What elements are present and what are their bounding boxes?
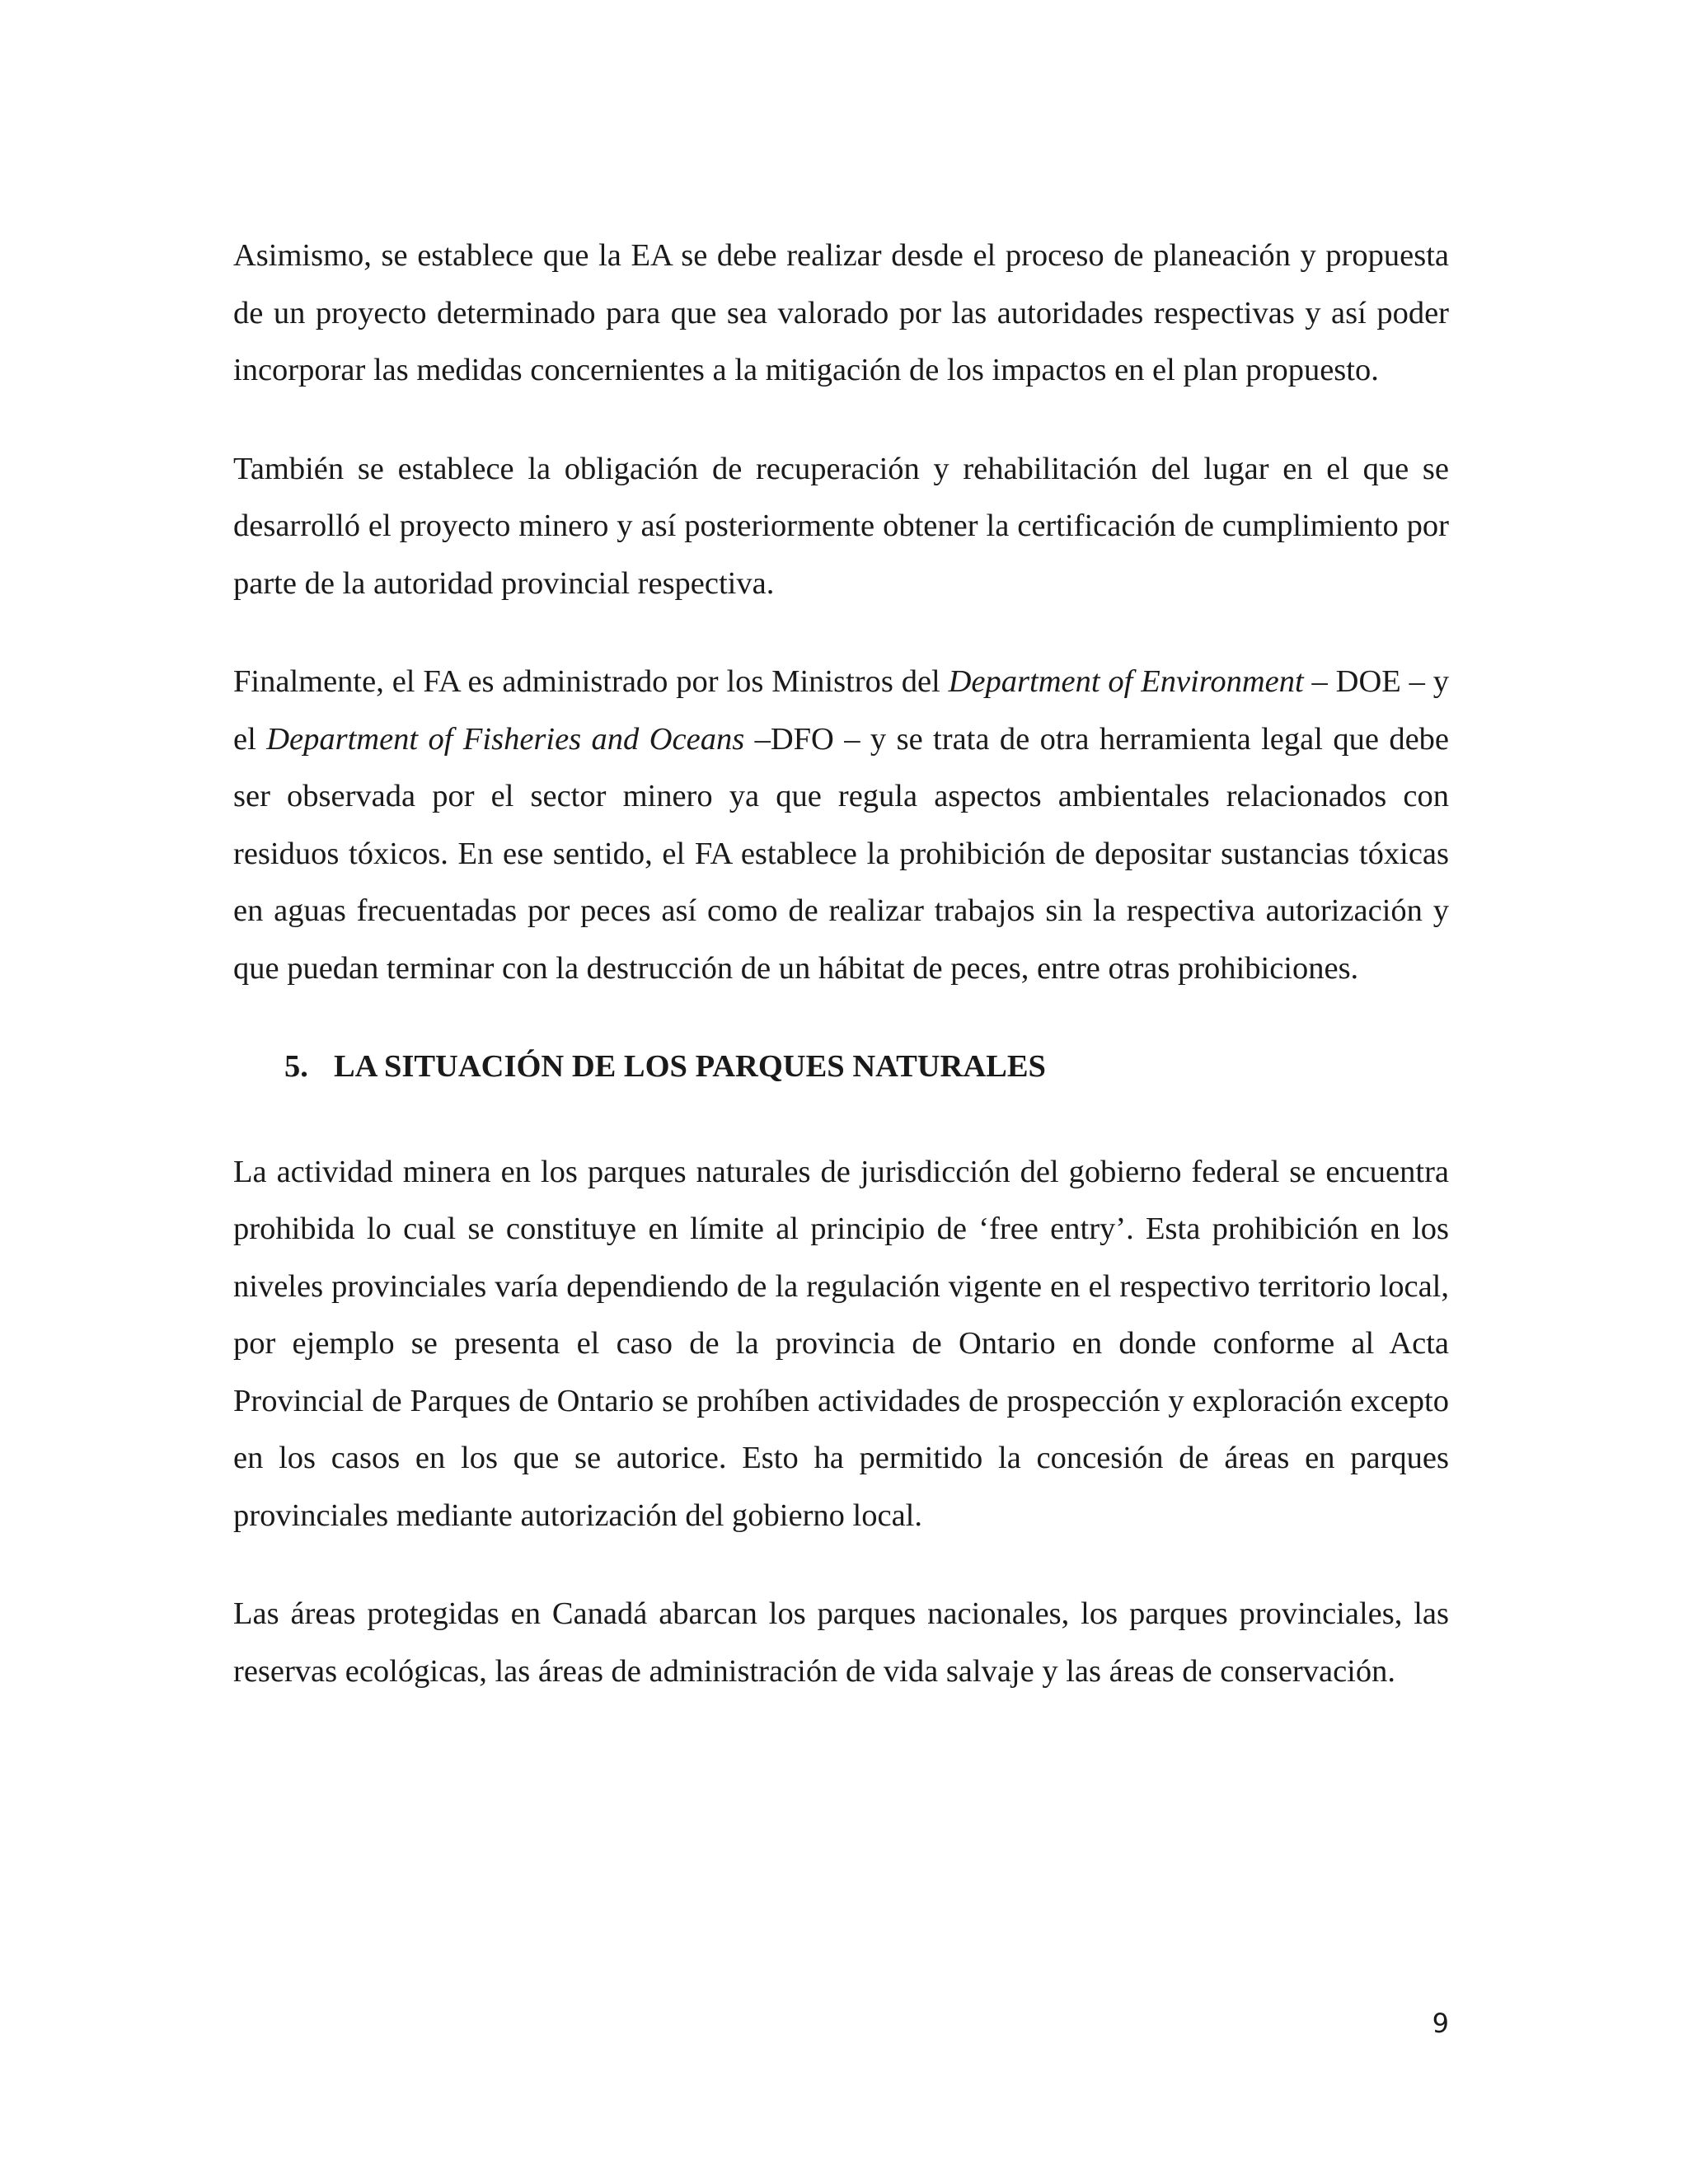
section-number: 5. <box>284 1049 308 1084</box>
paragraph-protected-areas: Las áreas protegidas en Canadá abarcan los parques nacionales, los parques provinciales, las reservas ecológicas, las áreas de administración de vida salvaje y las áreas de conservación. <box>233 1596 1449 1689</box>
section-heading <box>233 1038 1449 1096</box>
page-number: 9 <box>1432 2008 1449 2039</box>
paragraph-ea-planning: Asimismo, se establece que la EA se debe realizar desde el proceso de planeación y propuesta de un proyecto determinado para que sea valorado por las autoridades respectivas y así poder incorporar las medidas concernientes a la mitigación de los impactos en el plan propuesto. <box>233 238 1449 387</box>
paragraph-natural-parks: La actividad minera en los parques naturales de jurisdicción del gobierno federal se encuentra prohibida lo cual se constituye en límite al principio de ‘free entry’. Esta prohibición en los niveles provinciales varía dependiendo de la regulación vigente en el respectivo territorio local, por ejemplo se presenta el caso de la provincia de Ontario en donde conforme al Acta Provincial de Parques de Ontario se prohíben actividades de prospección y exploración excepto en los casos en los que se autorice. Esto ha permitido la concesión de áreas en parques provinciales mediante autorización del gobierno local. <box>233 1154 1449 1533</box>
paragraph-fa-text-2: – DOE – y el <box>233 664 1449 757</box>
paragraph-fa-text-1: Finalmente, el FA es administrado por los Ministros del <box>233 664 949 699</box>
section-title: LA SITUACIÓN DE LOS PARQUES NATURALES <box>334 1049 1046 1084</box>
paragraph-fa-italic-doe: Department of Environment <box>948 664 1304 699</box>
paragraph-fa-italic-dfo: Department of Fisheries and Oceans <box>266 721 745 757</box>
paragraph-fisheries-act <box>233 654 1449 997</box>
paragraph-fa-text-3: –DFO – y se trata de otra herramienta legal que debe ser observada por el sector minero ya que regula aspectos ambientales relacionados con residuos tóxicos. En ese sentido, el FA establece la prohibición de depositar sustancias tóxicas en aguas frecuentadas por peces así como de realizar trabajos sin la respectiva autorización y que puedan terminar con la destrucción de un hábitat de peces, entre otras prohibiciones. <box>233 721 1449 986</box>
paragraph-rehabilitation: También se establece la obligación de recuperación y rehabilitación del lugar en el que se desarrolló el proyecto minero y así posteriormente obtener la certificación de cumplimiento por parte de la autoridad provincial respectiva. <box>233 451 1449 601</box>
document-page <box>233 227 1449 1741</box>
